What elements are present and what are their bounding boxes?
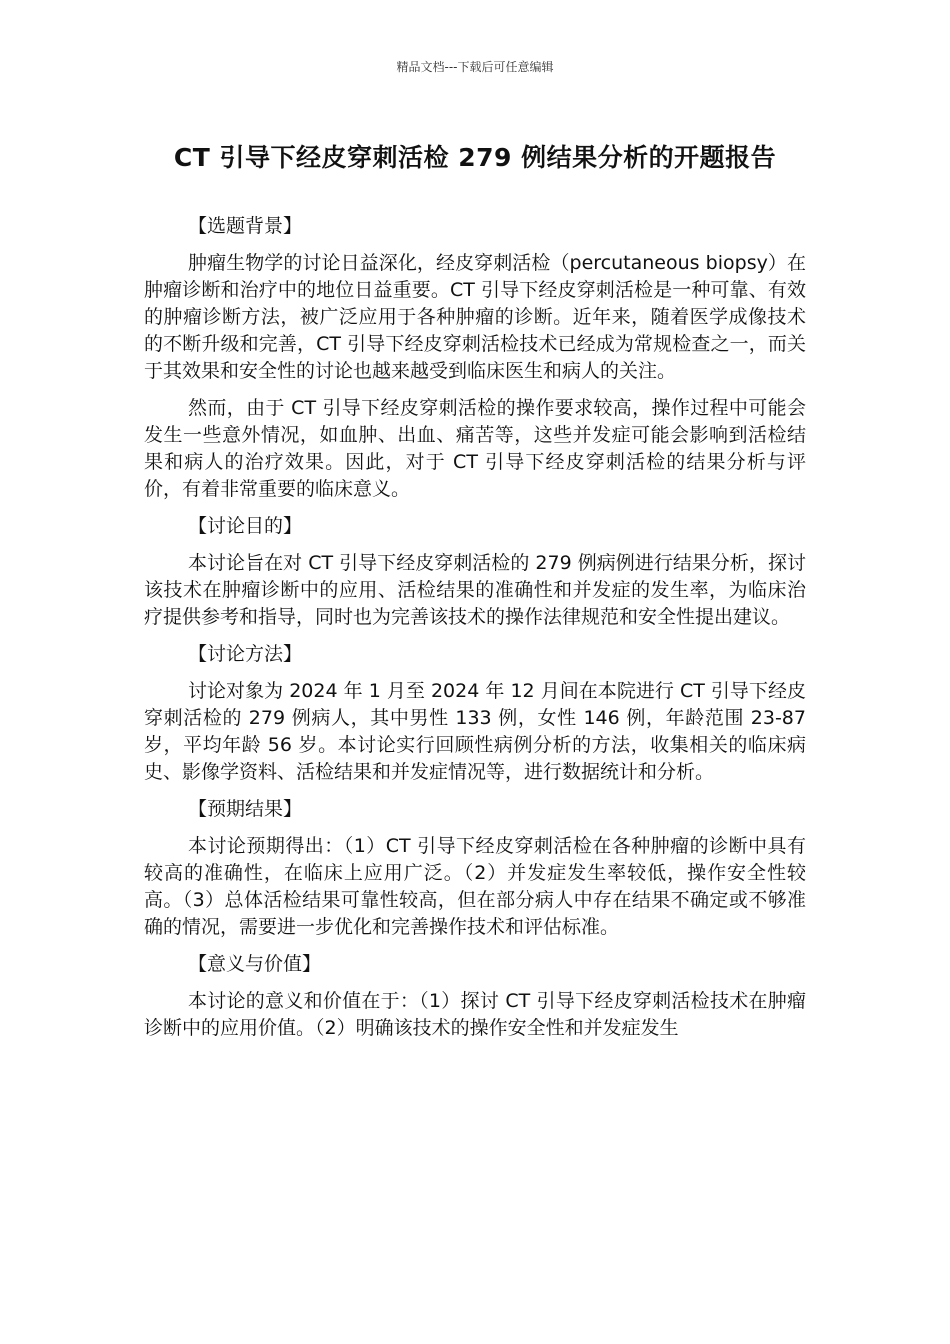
paragraph-background-1: 肿瘤生物学的讨论日益深化，经皮穿刺活检（percutaneous biopsy）在肿瘤诊断和治疗中的地位日益重要。CT 引导下经皮穿刺活检是一种可靠、有效的肿瘤诊断方法，被广泛应用于各种肿瘤的诊断。近年来，随着医学成像技术的不断升级和完善，CT 引导下经皮穿刺活检技术已经成为常规检查之一，而关于其效果和安全性的讨论也越来越受到临床医生和病人的关注。 [144, 252, 806, 382]
section-heading-purpose: 【讨论目的】 [188, 515, 303, 537]
header-note: 精品文档---下载后可任意编辑 [396, 60, 554, 74]
paragraph-methods-1: 讨论对象为 2024 年 1 月至 2024 年 12 月间在本院进行 CT 引导下经皮穿刺活检的 279 例病人，其中男性 133 例，女性 146 例，年龄范围 23-87 岁，平均年龄 56 岁。本讨论实行回顾性病例分析的方法，收集相关的临床病史、影像学资料、活检结果和并发症情况等，进行数据统计和分析。 [144, 680, 806, 783]
paragraph-significance-1: 本讨论的意义和价值在于：（1）探讨 CT 引导下经皮穿刺活检技术在肿瘤诊断中的应用价值。（2）明确该技术的操作安全性和并发症发生 [144, 990, 806, 1039]
paragraph-purpose-1: 本讨论旨在对 CT 引导下经皮穿刺活检的 279 例病例进行结果分析，探讨该技术在肿瘤诊断中的应用、活检结果的准确性和并发症的发生率，为临床治疗提供参考和指导，同时也为完善该技术的操作法律规范和安全性提出建议。 [144, 552, 806, 628]
section-heading-methods: 【讨论方法】 [188, 643, 303, 665]
section-heading-significance: 【意义与价值】 [188, 953, 322, 975]
document-title: CT 引导下经皮穿刺活检 279 例结果分析的开题报告 [173, 143, 777, 172]
section-heading-background: 【选题背景】 [188, 215, 303, 237]
paragraph-expected-results-1: 本讨论预期得出：（1）CT 引导下经皮穿刺活检在各种肿瘤的诊断中具有较高的准确性，在临床上应用广泛。（2）并发症发生率较低，操作安全性较高。（3）总体活检结果可靠性较高，但在部分病人中存在结果不确定或不够准确的情况，需要进一步优化和完善操作技术和评估标准。 [144, 835, 806, 938]
document-body [144, 213, 806, 1052]
section-heading-expected-results: 【预期结果】 [188, 798, 303, 820]
paragraph-background-2: 然而，由于 CT 引导下经皮穿刺活检的操作要求较高，操作过程中可能会发生一些意外情况，如血肿、出血、痛苦等，这些并发症可能会影响到活检结果和病人的治疗效果。因此，对于 CT 引导下经皮穿刺活检的结果分析与评价，有着非常重要的临床意义。 [144, 397, 806, 500]
